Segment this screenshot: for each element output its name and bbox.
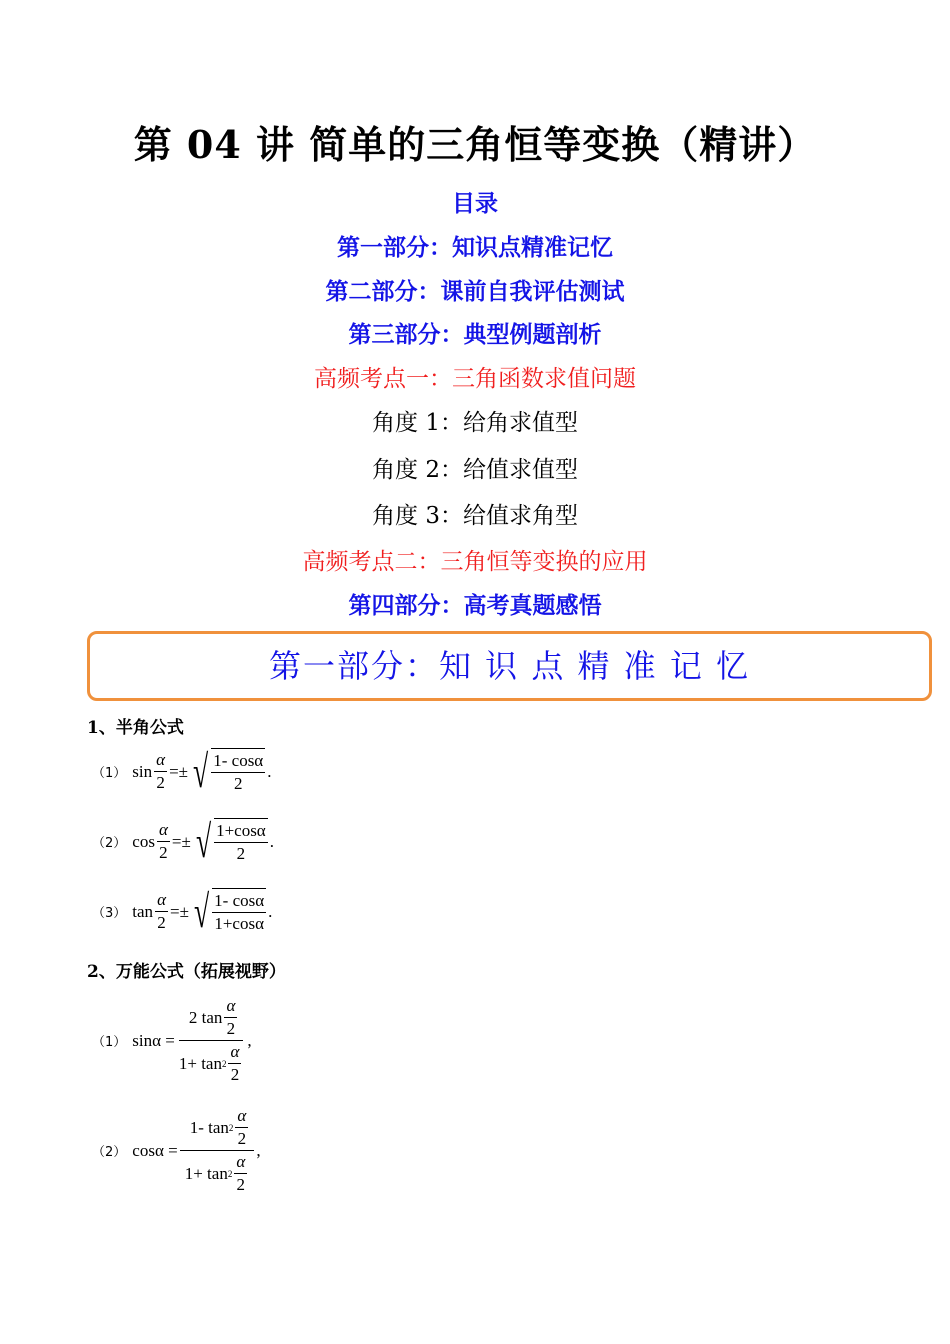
toc-item[interactable]: 角度 3：给值求角型 bbox=[372, 503, 578, 529]
alpha: α bbox=[228, 1041, 241, 1064]
function-name: cos bbox=[132, 831, 155, 851]
numerator-text: 2 tan bbox=[188, 1007, 223, 1027]
radicand-numerator: 1- cosα bbox=[212, 890, 266, 913]
square-root bbox=[191, 815, 270, 867]
half-angle-heading: 1、半角公式 bbox=[87, 718, 184, 738]
equals-sign: =± bbox=[171, 831, 191, 851]
fraction bbox=[154, 749, 167, 794]
page-title: 第 04 讲 简单的三角恒等变换（精讲） bbox=[133, 122, 817, 167]
toc-item[interactable]: 第一部分：知识点精准记忆 bbox=[337, 234, 613, 261]
function-name: sin bbox=[132, 761, 153, 781]
radical-icon: √ bbox=[193, 885, 210, 937]
universal-formula bbox=[92, 1105, 261, 1196]
radicand-denominator: 1+cosα bbox=[214, 914, 264, 933]
equals-sign: =± bbox=[170, 901, 189, 921]
exponent: 2 bbox=[221, 1058, 227, 1069]
numerator-text: 1- tan bbox=[189, 1117, 229, 1137]
radical-icon: √ bbox=[193, 745, 209, 797]
radicand-denominator: 2 bbox=[233, 774, 243, 793]
denominator bbox=[183, 1151, 252, 1196]
toc-item[interactable]: 第三部分：典型例题剖析 bbox=[348, 321, 602, 348]
denominator-text: 1+ tan bbox=[184, 1163, 228, 1183]
denominator: 2 bbox=[156, 773, 165, 792]
denominator bbox=[177, 1041, 246, 1086]
numerator: α bbox=[155, 889, 168, 912]
formula-number: （1） bbox=[92, 766, 127, 781]
radical-icon: √ bbox=[195, 815, 212, 867]
half-angle-formula bbox=[92, 885, 273, 937]
formula-number: （1） bbox=[92, 1035, 127, 1050]
toc-heading: 目录 bbox=[452, 190, 498, 217]
lhs: sinα = bbox=[132, 1030, 175, 1050]
toc-item[interactable]: 第四部分：高考真题感悟 bbox=[348, 592, 602, 619]
square-root bbox=[188, 745, 267, 797]
half-angle-formula bbox=[92, 745, 272, 797]
half-denominator: 2 bbox=[236, 1175, 246, 1194]
denominator-text: 1+ tan bbox=[178, 1053, 222, 1073]
fraction bbox=[155, 889, 168, 934]
denominator: 2 bbox=[159, 843, 168, 862]
formula-number: （2） bbox=[92, 836, 127, 851]
numerator bbox=[179, 995, 243, 1041]
fraction bbox=[177, 995, 246, 1086]
punctuation: , bbox=[256, 1140, 261, 1160]
radicand-denominator: 2 bbox=[236, 844, 246, 863]
formula-number: （3） bbox=[92, 906, 127, 921]
exponent: 2 bbox=[228, 1122, 234, 1133]
numerator: α bbox=[154, 749, 167, 772]
toc-item[interactable]: 高频考点一：三角函数求值问题 bbox=[314, 366, 636, 392]
numerator: α bbox=[157, 819, 170, 842]
toc-item[interactable]: 角度 1：给角求值型 bbox=[372, 410, 578, 436]
half-angle-formula bbox=[92, 815, 274, 867]
denominator: 2 bbox=[157, 913, 166, 932]
half-denominator: 2 bbox=[230, 1065, 240, 1084]
half-denominator: 2 bbox=[226, 1019, 236, 1038]
alpha: α bbox=[235, 1105, 248, 1128]
half-denominator: 2 bbox=[237, 1129, 247, 1148]
toc-item[interactable]: 高频考点二：三角恒等变换的应用 bbox=[302, 549, 648, 575]
square-root bbox=[189, 885, 268, 937]
punctuation: , bbox=[247, 1030, 252, 1050]
punctuation: . bbox=[268, 901, 273, 921]
equals-sign: =± bbox=[169, 761, 188, 781]
formula-number: （2） bbox=[92, 1145, 127, 1160]
radicand-numerator: 1- cosα bbox=[211, 750, 265, 773]
alpha: α bbox=[224, 995, 237, 1018]
toc-item[interactable]: 第二部分：课前自我评估测试 bbox=[325, 278, 625, 305]
punctuation: . bbox=[269, 831, 274, 851]
exponent: 2 bbox=[227, 1168, 233, 1179]
alpha: α bbox=[234, 1151, 247, 1174]
lhs: cosα = bbox=[132, 1140, 178, 1160]
radicand-numerator: 1+cosα bbox=[214, 820, 268, 843]
fraction bbox=[180, 1105, 255, 1196]
universal-heading: 2、万能公式（拓展视野） bbox=[87, 962, 286, 982]
numerator bbox=[180, 1105, 255, 1151]
toc-item[interactable]: 角度 2：给值求值型 bbox=[372, 457, 578, 483]
universal-formula bbox=[92, 995, 252, 1086]
punctuation: . bbox=[267, 761, 272, 781]
function-name: tan bbox=[132, 901, 154, 921]
fraction bbox=[157, 819, 170, 864]
section-banner: 第一部分：知 识 点 精 准 记 忆 bbox=[87, 631, 932, 701]
